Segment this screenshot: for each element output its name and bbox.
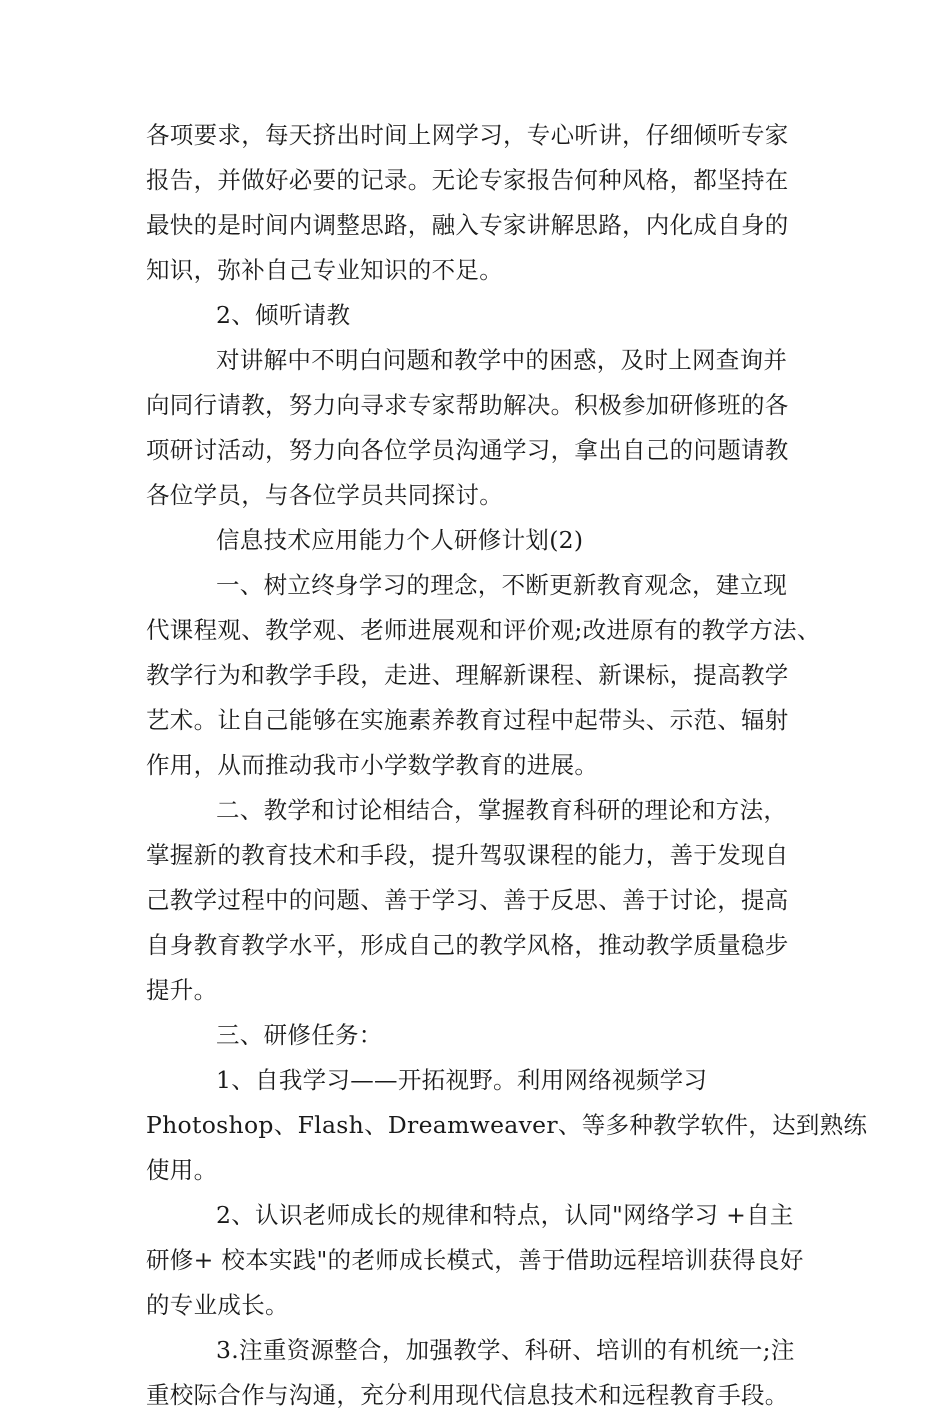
document-body bbox=[146, 113, 868, 1418]
text-line: 1、自我学习——开拓视野。利用网络视频学习 bbox=[216, 1066, 708, 1094]
text-line: 使用。 bbox=[146, 1156, 218, 1184]
document-title: 信息技术应用能力个人研修计划(2) bbox=[216, 526, 584, 554]
text-line: 掌握新的教育技术和手段，提升驾驭课程的能力，善于发现自 bbox=[146, 841, 789, 869]
text-line: 研修+ 校本实践"的老师成长模式，善于借助远程培训获得良好 bbox=[146, 1246, 804, 1274]
text-line: 的专业成长。 bbox=[146, 1291, 289, 1319]
text-line: 教学行为和教学手段，走进、理解新课程、新课标，提高教学 bbox=[146, 661, 789, 689]
text-line: 一、树立终身学习的理念，不断更新教育观念，建立现 bbox=[216, 571, 788, 599]
text-line: 二、教学和讨论相结合，掌握教育科研的理论和方法， bbox=[216, 796, 788, 824]
text-line: 2、认识老师成长的规律和特点，认同"网络学习 +自主 bbox=[216, 1201, 794, 1229]
text-line: 作用，从而推动我市小学数学教育的进展。 bbox=[146, 751, 599, 779]
text-line: 艺术。让自己能够在实施素养教育过程中起带头、示范、辐射 bbox=[146, 706, 789, 734]
text-line: 最快的是时间内调整思路，融入专家讲解思路，内化成自身的 bbox=[146, 211, 789, 239]
text-line: Photoshop、Flash、Dreamweaver、等多种教学软件，达到熟练 bbox=[146, 1111, 868, 1139]
text-line: 自身教育教学水平，形成自己的教学风格，推动教学质量稳步 bbox=[146, 931, 789, 959]
text-line: 提升。 bbox=[146, 976, 218, 1004]
text-line: 3.注重资源整合，加强教学、科研、培训的有机统一;注 bbox=[216, 1336, 795, 1364]
text-line: 对讲解中不明白问题和教学中的困惑，及时上网查询并 bbox=[216, 346, 788, 374]
text-line: 各项要求，每天挤出时间上网学习，专心听讲，仔细倾听专家 bbox=[146, 121, 789, 149]
text-line: 己教学过程中的问题、善于学习、善于反思、善于讨论，提高 bbox=[146, 886, 789, 914]
text-line: 重校际合作与沟通，充分利用现代信息技术和远程教育手段。 bbox=[146, 1381, 789, 1409]
text-line: 各位学员，与各位学员共同探讨。 bbox=[146, 481, 503, 509]
text-line: 报告，并做好必要的记录。无论专家报告何种风格，都坚持在 bbox=[146, 166, 789, 194]
text-line: 向同行请教，努力向寻求专家帮助解决。积极参加研修班的各 bbox=[146, 391, 789, 419]
text-line: 代课程观、教学观、老师进展观和评价观;改进原有的教学方法、 bbox=[146, 616, 821, 644]
text-line: 项研讨活动，努力向各位学员沟通学习，拿出自己的问题请教 bbox=[146, 436, 789, 464]
text-line: 知识，弥补自己专业知识的不足。 bbox=[146, 256, 503, 284]
section-heading: 三、研修任务： bbox=[216, 1021, 383, 1049]
section-heading: 2、倾听请教 bbox=[216, 301, 351, 329]
